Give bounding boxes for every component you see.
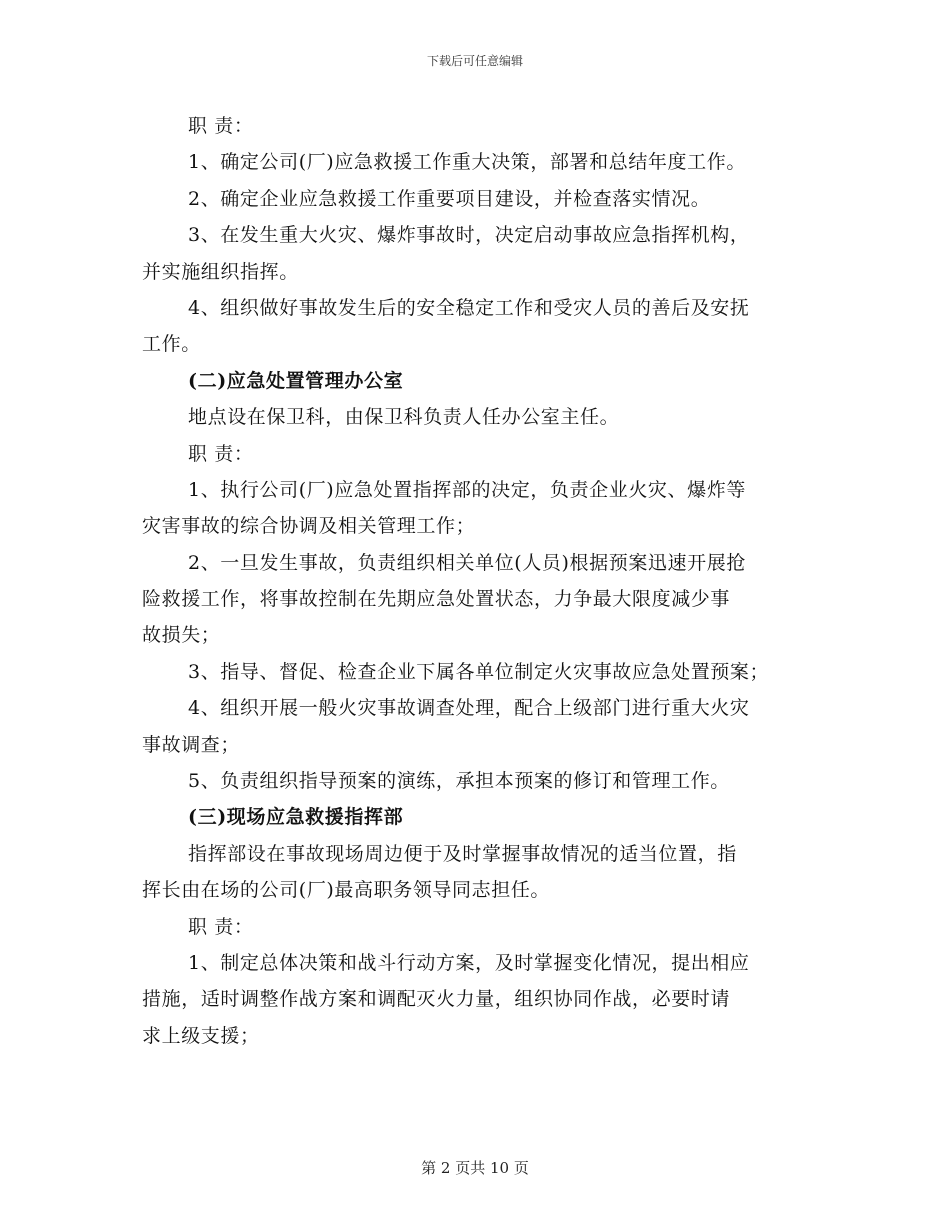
- paragraph-line: 3、指导、督促、检查企业下属各单位制定火灾事故应急处置预案；: [188, 660, 770, 683]
- paragraph-line: 地点设在保卫科，由保卫科负责人任办公室主任。: [188, 406, 620, 429]
- section-heading: (二)应急处置管理办公室: [188, 369, 404, 392]
- page-footer: 第 2 页共 10 页: [421, 1159, 529, 1177]
- paragraph-line: 职 责：: [188, 442, 254, 465]
- paragraph-line: 险救援工作，将事故控制在先期应急处置状态，力争最大限度减少事: [142, 588, 731, 611]
- paragraph-line: 1、执行公司(厂)应急处置指挥部的决定，负责企业火灾、爆炸等: [188, 478, 746, 501]
- paragraph-line: 3、在发生重大火灾、爆炸事故时，决定启动事故应急指挥机构，: [188, 224, 750, 247]
- paragraph-line: 灾害事故的综合协调及相关管理工作；: [142, 515, 476, 538]
- paragraph-line: 1、制定总体决策和战斗行动方案，及时掌握变化情况，提出相应: [188, 951, 750, 974]
- paragraph-line: 工作。: [142, 333, 201, 356]
- paragraph-line: 求上级支援；: [142, 1024, 260, 1047]
- page-header: 下载后可任意编辑: [426, 54, 523, 68]
- paragraph-line: 并实施组织指挥。: [142, 260, 299, 283]
- paragraph-line: 措施，适时调整作战方案和调配灭火力量，组织协同作战，必要时请: [142, 988, 731, 1011]
- paragraph-line: 4、组织开展一般火灾事故调查处理，配合上级部门进行重大火灾: [188, 697, 750, 720]
- paragraph-line: 1、确定公司(厂)应急救援工作重大决策，部署和总结年度工作。: [188, 151, 746, 174]
- paragraph-line: 5、负责组织指导预案的演练，承担本预案的修订和管理工作。: [188, 770, 730, 793]
- paragraph-line: 2、确定企业应急救援工作重要项目建设，并检查落实情况。: [188, 187, 711, 210]
- section-heading: (三)现场应急救援指挥部: [188, 806, 404, 829]
- paragraph-line: 事故调查；: [142, 733, 241, 756]
- paragraph-line: 职 责：: [188, 915, 254, 938]
- paragraph-line: 4、组织做好事故发生后的安全稳定工作和受灾人员的善后及安抚: [188, 296, 750, 319]
- paragraph-line: 指挥部设在事故现场周边便于及时掌握事故情况的适当位置，指: [188, 842, 737, 865]
- paragraph-line: 2、一旦发生事故，负责组织相关单位(人员)根据预案迅速开展抢: [188, 551, 746, 574]
- document-body: [142, 108, 810, 1054]
- paragraph-line: 职 责：: [188, 115, 254, 137]
- paragraph-line: 挥长由在场的公司(厂)最高职务领导同志担任。: [142, 879, 551, 902]
- paragraph-line: 故损失；: [142, 624, 221, 647]
